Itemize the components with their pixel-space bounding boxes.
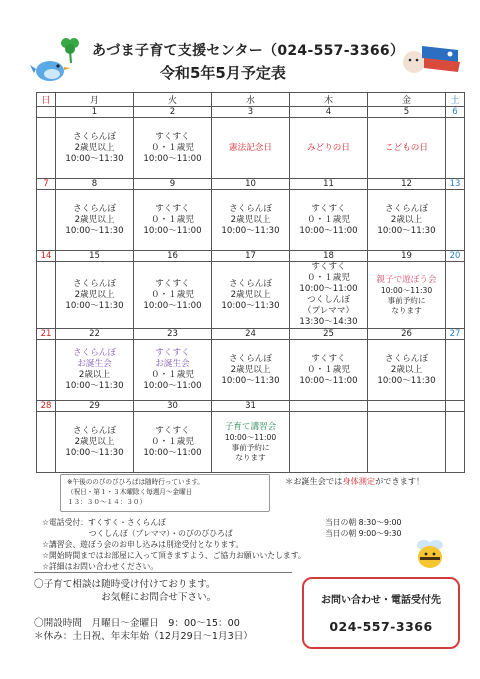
event-cell	[446, 340, 465, 401]
event-cell: すくすく ０・１歳児 10:00～11:00	[134, 118, 212, 179]
bee-icon	[410, 535, 450, 571]
event-cell: さくらんぼ 2歳児以上 10:00～11:30	[56, 262, 134, 329]
event-cell: すくすく ０・１歳児 10:00～11:00	[134, 412, 212, 473]
event-cell	[446, 412, 465, 473]
date-number: 17	[212, 251, 290, 262]
date-row	[37, 179, 465, 190]
weekday-sat: 土	[446, 93, 465, 107]
event-row	[37, 262, 465, 329]
event-cell	[446, 118, 465, 179]
event-cell: さくらんぼ 2歳児以上 10:00～11:30	[212, 262, 290, 329]
date-number: 24	[212, 329, 290, 340]
date-number: 20	[446, 251, 465, 262]
event-cell: すくすく ０・１歳児 10:00～11:00	[290, 190, 368, 251]
date-number: 1	[56, 107, 134, 118]
calendar-table	[36, 92, 465, 473]
date-number: 19	[368, 251, 446, 262]
date-number: 15	[56, 251, 134, 262]
date-number: 6	[446, 107, 465, 118]
event-title: さくらんぼ お誕生会	[73, 348, 116, 369]
weekday-fri: 金	[368, 93, 446, 107]
date-number	[446, 401, 465, 412]
event-row	[37, 340, 465, 401]
date-number: 21	[37, 329, 56, 340]
date-number: 25	[290, 329, 368, 340]
date-number: 28	[37, 401, 56, 412]
contact-phone[interactable]: 024-557-3366	[329, 619, 433, 634]
event-cell: さくらんぼ 2歳児以上 10:00～11:30	[56, 412, 134, 473]
weekday-tue: 火	[134, 93, 212, 107]
event-cell	[446, 262, 465, 329]
contact-box	[302, 577, 460, 649]
event-cell	[37, 190, 56, 251]
date-row	[37, 107, 465, 118]
date-number: 13	[446, 179, 465, 190]
event-row	[37, 190, 465, 251]
date-number: 12	[368, 179, 446, 190]
date-number	[37, 107, 56, 118]
event-title: すくすく お誕生会	[155, 348, 190, 369]
weekday-mon: 月	[56, 93, 134, 107]
weekday-wed: 水	[212, 93, 290, 107]
date-number: 5	[368, 107, 446, 118]
event-detail: ０・１歳児 10:00～11:00	[143, 370, 202, 391]
event-cell: すくすく ０・１歳児 10:00～11:00	[134, 190, 212, 251]
birthday-note-suffix: ができます！	[375, 476, 425, 486]
event-detail: 10:00～11:00 事前予約に なります	[224, 432, 277, 462]
birthday-note	[285, 476, 424, 487]
consultation-info: 〇子育て相談は随時受け付けております。 お気軽にお問合せ下さい。 〇開設時間 月曜日～金曜日 9：00～15：00 ＊休み：土日祝、年末年始（12月29日～1月3日）	[34, 579, 253, 642]
date-number: 11	[290, 179, 368, 190]
event-row	[37, 412, 465, 473]
event-cell	[37, 262, 56, 329]
divider	[34, 572, 292, 573]
event-cell: さくらんぼ 2歳児以上 10:00～11:30	[212, 190, 290, 251]
date-number: 26	[368, 329, 446, 340]
event-title: 子育て講習会	[224, 421, 277, 432]
koinobori-icon	[400, 40, 462, 80]
event-cell: すくすく ０・１歳児 10:00～11:00	[290, 340, 368, 401]
event-cell: さくらんぼ 2歳児以上 10:00～11:30	[212, 340, 290, 401]
birthday-note-prefix: ＊お誕生会では	[285, 476, 343, 486]
contact-title: お問い合わせ・電話受付先	[321, 595, 441, 606]
date-number: 31	[212, 401, 290, 412]
date-number: 16	[134, 251, 212, 262]
event-cell	[37, 340, 56, 401]
event-cell	[368, 262, 446, 329]
date-number: 8	[56, 179, 134, 190]
date-number: 14	[37, 251, 56, 262]
event-cell	[37, 412, 56, 473]
event-cell	[368, 412, 446, 473]
date-number: 29	[56, 401, 134, 412]
weekday-thu: 木	[290, 93, 368, 107]
date-number: 30	[134, 401, 212, 412]
tel-reception-times: 当日の朝 8:30～9:00 当日の朝 9:00～9:30	[325, 518, 402, 538]
date-number: 3	[212, 107, 290, 118]
event-cell: さくらんぼ 2歳児以上 10:00～11:30	[56, 190, 134, 251]
date-row	[37, 251, 465, 262]
holiday-label: こどもの日	[368, 118, 446, 179]
date-row	[37, 401, 465, 412]
afternoon-note: ※午後ののびのびひろばは随時行っています。 （祝日・第１・３木曜除く毎週月～金曜日 １３：３０～１４：３０）	[60, 474, 270, 512]
date-number: 23	[134, 329, 212, 340]
date-number: 4	[290, 107, 368, 118]
tel-reception-info: ☆電話受付：すくすく・さくらんぼ つくしんぼ（プレママ）・のびのびひろば ☆講習会、遊ぼう会のお申し込みは別途受付となります。 ☆開始時間まではお部屋に入って頂きますよう、ご協力お願いいたします。 ☆詳細はお問い合わせください。	[42, 518, 306, 571]
date-number: 2	[134, 107, 212, 118]
holiday-label: 憲法記念日	[212, 118, 290, 179]
date-row	[37, 329, 465, 340]
event-cell	[212, 412, 290, 473]
page-title: あづま子育て支援センター（024-557-3366）	[92, 43, 405, 59]
event-cell	[37, 118, 56, 179]
date-number: 27	[446, 329, 465, 340]
birthday-note-highlight: 身体測定	[342, 476, 376, 486]
event-row	[37, 118, 465, 179]
holiday-label: みどりの日	[290, 118, 368, 179]
date-number	[368, 401, 446, 412]
weekday-header-row	[37, 93, 465, 107]
event-cell: さくらんぼ 2歳以上 10:00～11:30	[368, 190, 446, 251]
event-detail: 10:00～11:30 事前予約に なります	[380, 285, 433, 315]
event-cell	[134, 340, 212, 401]
event-cell	[446, 190, 465, 251]
event-title: 親子で遊ぼう会	[376, 274, 437, 285]
bird-icon	[30, 55, 72, 85]
date-number: 10	[212, 179, 290, 190]
event-detail: 2歳以上 10:00～11:30	[65, 370, 124, 391]
event-cell: すくすく ０・１歳児 10:00～11:00 つくしんぼ （プレママ） 13:30～14:30	[290, 262, 368, 329]
date-number: 18	[290, 251, 368, 262]
page-subtitle: 令和5年5月予定表	[160, 64, 286, 82]
event-cell	[290, 412, 368, 473]
event-cell	[56, 340, 134, 401]
weekday-sun: 日	[37, 93, 56, 107]
date-number: 7	[37, 179, 56, 190]
event-cell: すくすく ０・１歳児 10:00～11:00	[134, 262, 212, 329]
event-cell: さくらんぼ 2歳児以上 10:00～11:30	[56, 118, 134, 179]
date-number: 22	[56, 329, 134, 340]
event-cell: さくらんぼ 2歳以上 10:00～11:30	[368, 340, 446, 401]
date-number: 9	[134, 179, 212, 190]
date-number	[290, 401, 368, 412]
